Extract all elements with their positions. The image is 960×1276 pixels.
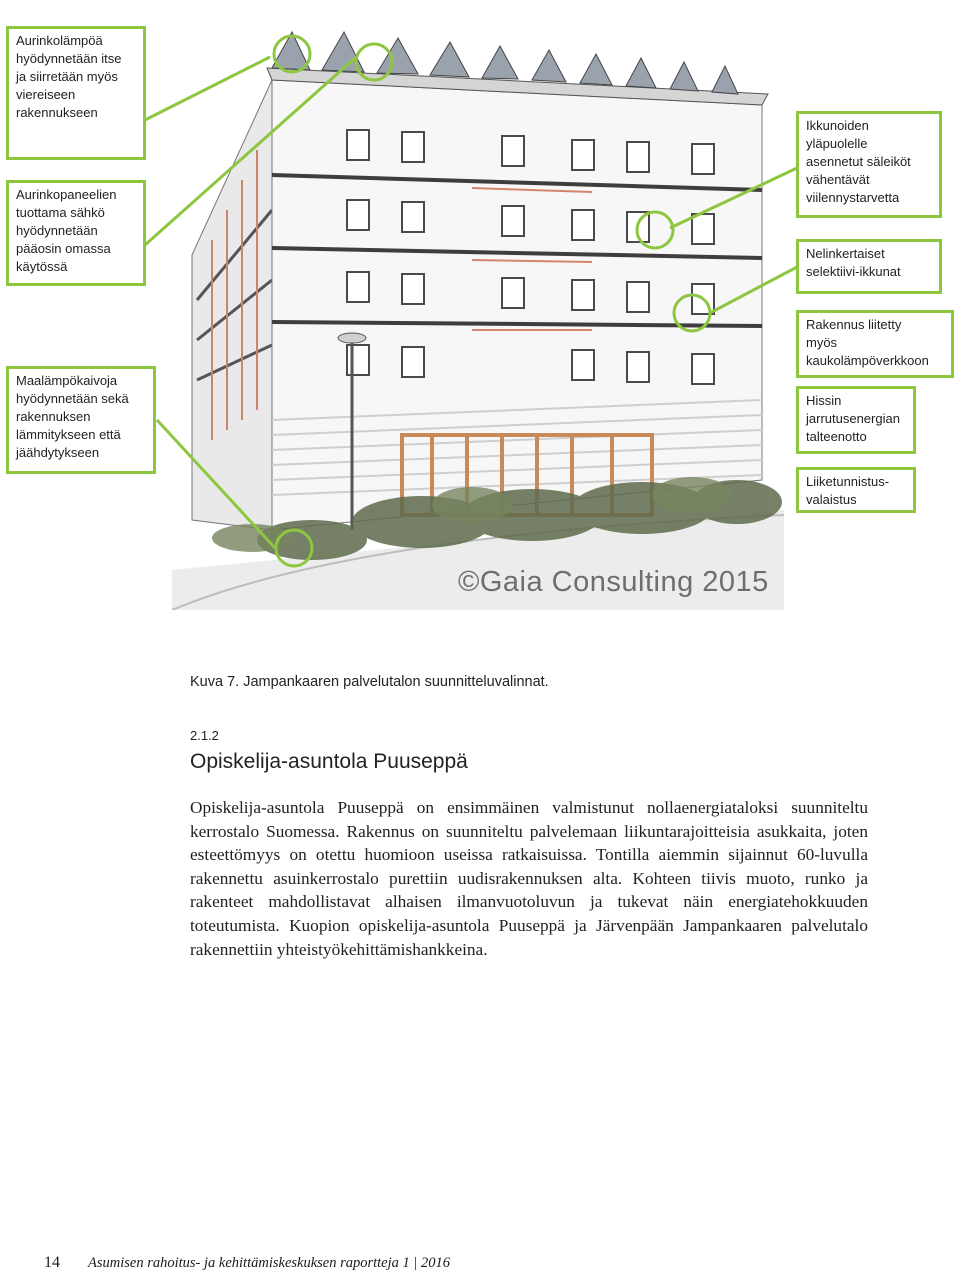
body-paragraph: Opiskelija-asuntola Puuseppä on ensimmäinen valmistunut nollaenergiataloksi suunniteltu kerrostalo Suomessa. Rakennus on suunniteltu palvelemaan liikuntarajoitteisia asukkaita, joten esteettömyys on otettu huomioon useissa ratkaisuissa. Tontilla aiemmin sijainnut 60-luvulla rakennettu asuinkerrostalo purettiin uudisrakennuksen alta. Kohteen tiivis muoto, runko ja rakenteet mahdollistavat alhaisen ilmanvuotoluvun ja tukevat näin energiatehokkuuden toteutumista. Kuopion opiskelija-asuntola Puuseppä ja Järvenpään Jampankaaren palvelutalo rakennettiin yhteistyökehittämishankkeina. xyxy=(190,798,868,959)
page-number: 14 xyxy=(44,1254,60,1271)
callout-motion-lighting: Liiketunnistus- valaistus xyxy=(796,467,916,513)
callout-solar-electricity: Aurinkopaneelien tuottama sähkö hyödynnetään pääosin omassa käytössä xyxy=(6,180,146,286)
building-illustration xyxy=(172,10,784,610)
callout-geothermal: Maalämpökaivoja hyödynnetään sekä rakennuksen lämmitykseen että jäähdytykseen xyxy=(6,366,156,474)
figure-caption: Kuva 7. Jampankaaren palvelutalon suunnitteluvalinnat. xyxy=(190,674,549,690)
callout-louvres: Ikkunoiden yläpuolelle asennetut säleiköt vähentävät viilennystarvetta xyxy=(796,111,942,218)
callout-elevator: Hissin jarrutusenergian talteenotto xyxy=(796,386,916,454)
copyright-watermark: ©Gaia Consulting 2015 xyxy=(458,566,769,598)
running-title: Asumisen rahoitus- ja kehittämiskeskuksen raportteja 1 | 2016 xyxy=(88,1255,451,1271)
callout-windows: Nelinkertaiset selektiivi-ikkunat xyxy=(796,239,942,294)
page-footer xyxy=(44,1254,450,1272)
callout-solar-heat: Aurinkolämpöä hyödynnetään itse ja siirretään myös viereiseen rakennukseen xyxy=(6,26,146,160)
section-number: 2.1.2 xyxy=(190,728,219,743)
callout-district-heating: Rakennus liitetty myös kaukolämpöverkkoon xyxy=(796,310,954,378)
section-title: Opiskelija-asuntola Puuseppä xyxy=(190,750,468,773)
